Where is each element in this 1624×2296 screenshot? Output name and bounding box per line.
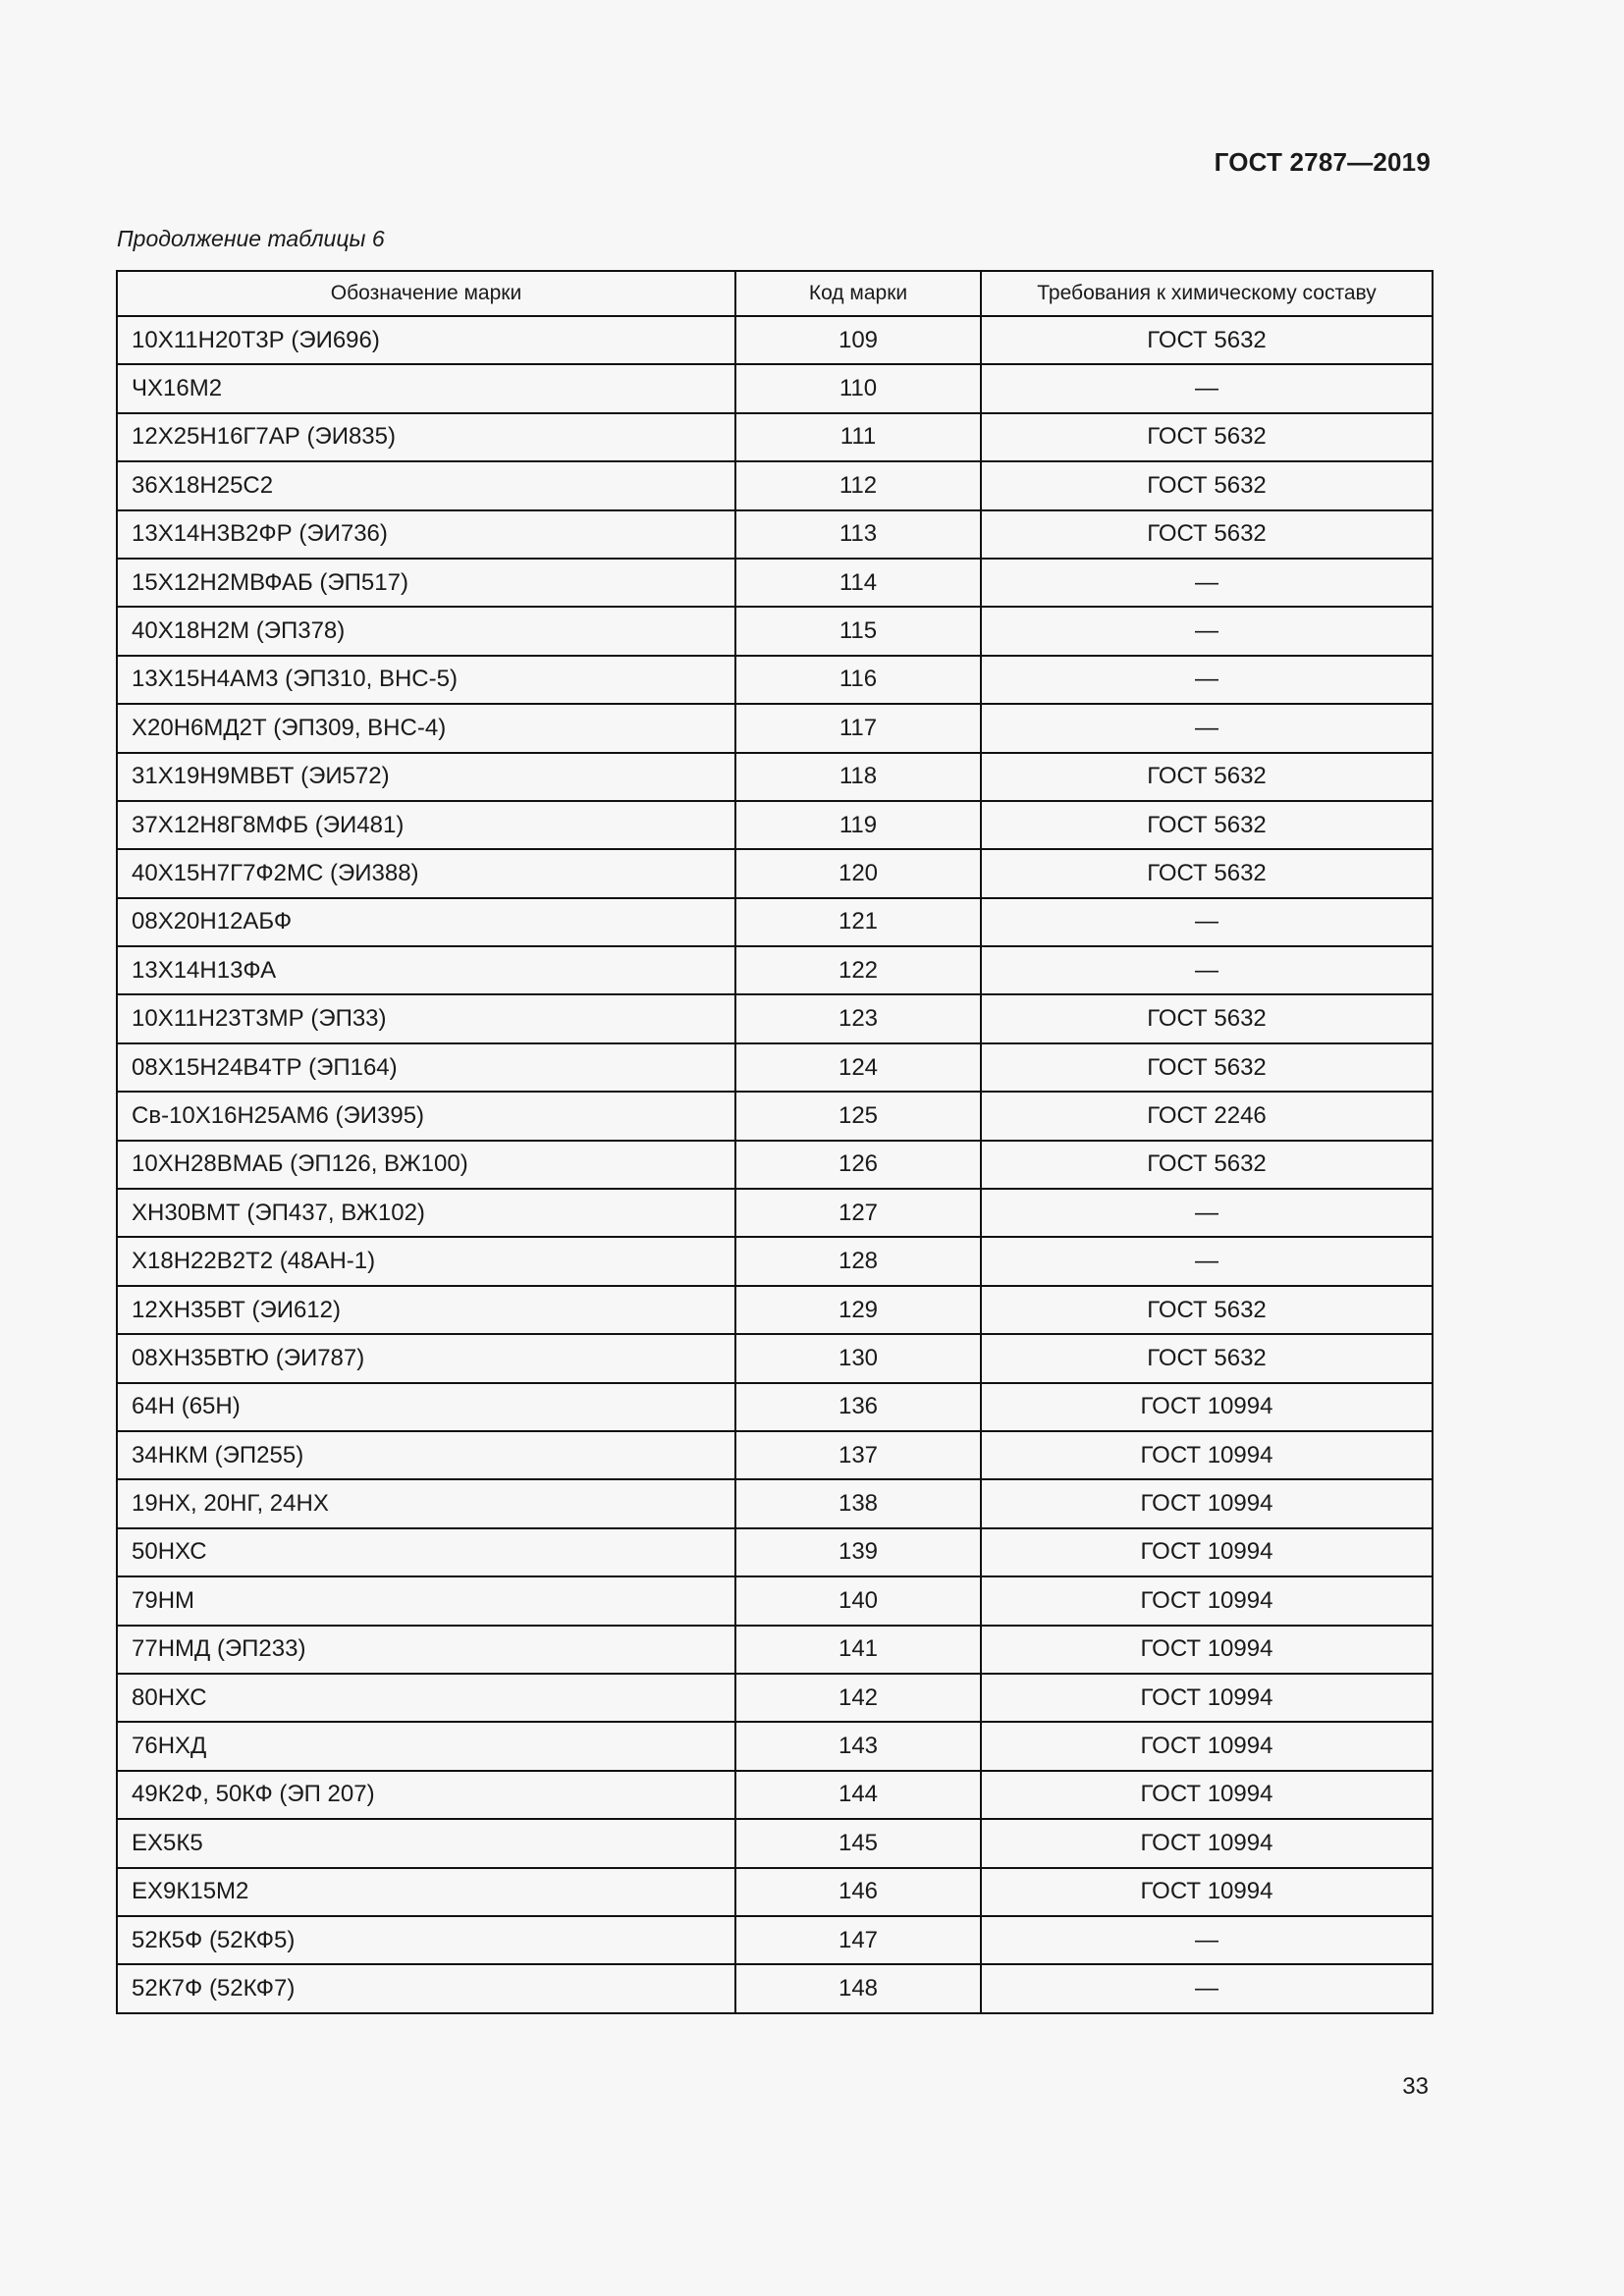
requirement-cell: ГОСТ 10994 <box>981 1626 1433 1674</box>
table-header <box>117 271 1433 316</box>
grade-cell: ЕХ9К15М2 <box>117 1868 735 1916</box>
table-row <box>117 461 1433 509</box>
table-row <box>117 1674 1433 1722</box>
grade-cell: 10ХН28ВМАБ (ЭП126, ВЖ100) <box>117 1141 735 1189</box>
grade-cell: 08Х15Н24В4ТР (ЭП164) <box>117 1043 735 1092</box>
table-row <box>117 801 1433 849</box>
code-cell: 127 <box>735 1189 981 1237</box>
requirement-cell: ГОСТ 10994 <box>981 1479 1433 1527</box>
document-code: ГОСТ 2787—2019 <box>1214 147 1431 177</box>
table-row <box>117 1237 1433 1285</box>
code-cell: 144 <box>735 1771 981 1819</box>
requirement-cell: — <box>981 607 1433 655</box>
requirement-cell: — <box>981 364 1433 412</box>
code-cell: 110 <box>735 364 981 412</box>
requirement-cell: ГОСТ 5632 <box>981 1141 1433 1189</box>
code-cell: 139 <box>735 1528 981 1576</box>
grade-cell: 10Х11Н23Т3МР (ЭП33) <box>117 994 735 1042</box>
table-container <box>116 270 1432 2014</box>
requirement-cell: ГОСТ 10994 <box>981 1722 1433 1770</box>
grade-cell: 40Х15Н7Г7Ф2МС (ЭИ388) <box>117 849 735 897</box>
requirement-cell: ГОСТ 5632 <box>981 1043 1433 1092</box>
table-row <box>117 559 1433 607</box>
table-row <box>117 898 1433 946</box>
requirement-cell: — <box>981 1189 1433 1237</box>
code-cell: 142 <box>735 1674 981 1722</box>
page-number: 33 <box>1402 2073 1429 2100</box>
code-cell: 129 <box>735 1286 981 1334</box>
grade-cell: 12Х25Н16Г7АР (ЭИ835) <box>117 413 735 461</box>
column-header-grade: Обозначение марки <box>117 271 735 316</box>
grade-cell: ХН30ВМТ (ЭП437, ВЖ102) <box>117 1189 735 1237</box>
table-row <box>117 364 1433 412</box>
table-row <box>117 510 1433 559</box>
header-row <box>117 271 1433 316</box>
code-cell: 137 <box>735 1431 981 1479</box>
grade-cell: 13Х14Н13ФА <box>117 946 735 994</box>
grade-cell: 37Х12Н8Г8МФБ (ЭИ481) <box>117 801 735 849</box>
requirement-cell: — <box>981 704 1433 752</box>
code-cell: 124 <box>735 1043 981 1092</box>
table-row <box>117 1964 1433 2012</box>
table-row <box>117 656 1433 704</box>
code-cell: 140 <box>735 1576 981 1625</box>
grade-cell: 12ХН35ВТ (ЭИ612) <box>117 1286 735 1334</box>
grade-cell: 13Х15Н4АМ3 (ЭП310, ВНС-5) <box>117 656 735 704</box>
requirement-cell: ГОСТ 10994 <box>981 1431 1433 1479</box>
code-cell: 128 <box>735 1237 981 1285</box>
grade-cell: 19НХ, 20НГ, 24НХ <box>117 1479 735 1527</box>
table-row <box>117 994 1433 1042</box>
requirement-cell: — <box>981 898 1433 946</box>
grade-cell: Х18Н22В2Т2 (48АН-1) <box>117 1237 735 1285</box>
grade-cell: 13Х14Н3В2ФР (ЭИ736) <box>117 510 735 559</box>
grade-cell: 36Х18Н25С2 <box>117 461 735 509</box>
requirement-cell: ГОСТ 10994 <box>981 1576 1433 1625</box>
code-cell: 147 <box>735 1916 981 1964</box>
table-row <box>117 1626 1433 1674</box>
grade-cell: 08ХН35ВТЮ (ЭИ787) <box>117 1334 735 1382</box>
grade-cell: 08Х20Н12АБФ <box>117 898 735 946</box>
grade-cell: 52К5Ф (52КФ5) <box>117 1916 735 1964</box>
grade-cell: 52К7Ф (52КФ7) <box>117 1964 735 2012</box>
column-header-requirements: Требования к химическому составу <box>981 271 1433 316</box>
table-row <box>117 849 1433 897</box>
grade-cell: 40Х18Н2М (ЭП378) <box>117 607 735 655</box>
code-cell: 117 <box>735 704 981 752</box>
grade-cell: 76НХД <box>117 1722 735 1770</box>
grade-cell: Х20Н6МД2Т (ЭП309, ВНС-4) <box>117 704 735 752</box>
requirement-cell: ГОСТ 5632 <box>981 1334 1433 1382</box>
grade-cell: 79НМ <box>117 1576 735 1625</box>
code-cell: 123 <box>735 994 981 1042</box>
requirement-cell: ГОСТ 5632 <box>981 316 1433 364</box>
table-body <box>117 316 1433 2013</box>
code-cell: 119 <box>735 801 981 849</box>
grade-cell: ЧХ16М2 <box>117 364 735 412</box>
code-cell: 115 <box>735 607 981 655</box>
grade-cell: 31Х19Н9МВБТ (ЭИ572) <box>117 753 735 801</box>
table-row <box>117 1722 1433 1770</box>
requirement-cell: ГОСТ 2246 <box>981 1092 1433 1140</box>
requirement-cell: ГОСТ 10994 <box>981 1528 1433 1576</box>
code-cell: 118 <box>735 753 981 801</box>
grade-cell: 64Н (65Н) <box>117 1383 735 1431</box>
grade-cell: 49К2Ф, 50КФ (ЭП 207) <box>117 1771 735 1819</box>
grade-cell: 34НКМ (ЭП255) <box>117 1431 735 1479</box>
table-row <box>117 1383 1433 1431</box>
requirement-cell: — <box>981 1237 1433 1285</box>
grade-cell: 80НХС <box>117 1674 735 1722</box>
table-row <box>117 1334 1433 1382</box>
column-header-code: Код марки <box>735 271 981 316</box>
requirement-cell: ГОСТ 10994 <box>981 1819 1433 1867</box>
requirement-cell: ГОСТ 5632 <box>981 849 1433 897</box>
code-cell: 145 <box>735 1819 981 1867</box>
grade-cell: Св-10Х16Н25АМ6 (ЭИ395) <box>117 1092 735 1140</box>
requirement-cell: ГОСТ 10994 <box>981 1383 1433 1431</box>
requirement-cell: ГОСТ 5632 <box>981 1286 1433 1334</box>
code-cell: 125 <box>735 1092 981 1140</box>
table-row <box>117 1819 1433 1867</box>
code-cell: 113 <box>735 510 981 559</box>
code-cell: 114 <box>735 559 981 607</box>
table-row <box>117 316 1433 364</box>
code-cell: 116 <box>735 656 981 704</box>
requirement-cell: ГОСТ 5632 <box>981 413 1433 461</box>
code-cell: 122 <box>735 946 981 994</box>
grade-cell: 50НХС <box>117 1528 735 1576</box>
table-row <box>117 1528 1433 1576</box>
table-row <box>117 704 1433 752</box>
grade-cell: 15Х12Н2МВФАБ (ЭП517) <box>117 559 735 607</box>
requirement-cell: ГОСТ 5632 <box>981 753 1433 801</box>
code-cell: 130 <box>735 1334 981 1382</box>
code-cell: 143 <box>735 1722 981 1770</box>
requirement-cell: — <box>981 1916 1433 1964</box>
requirement-cell: — <box>981 559 1433 607</box>
table-row <box>117 1916 1433 1964</box>
code-cell: 146 <box>735 1868 981 1916</box>
requirement-cell: ГОСТ 10994 <box>981 1868 1433 1916</box>
table-row <box>117 1479 1433 1527</box>
grade-cell: 77НМД (ЭП233) <box>117 1626 735 1674</box>
code-cell: 120 <box>735 849 981 897</box>
grades-table <box>116 270 1434 2014</box>
grade-cell: 10Х11Н20Т3Р (ЭИ696) <box>117 316 735 364</box>
table-row <box>117 1576 1433 1625</box>
table-row <box>117 1431 1433 1479</box>
code-cell: 112 <box>735 461 981 509</box>
code-cell: 111 <box>735 413 981 461</box>
requirement-cell: ГОСТ 5632 <box>981 510 1433 559</box>
requirement-cell: ГОСТ 10994 <box>981 1771 1433 1819</box>
grade-cell: ЕХ5К5 <box>117 1819 735 1867</box>
code-cell: 141 <box>735 1626 981 1674</box>
table-row <box>117 607 1433 655</box>
requirement-cell: ГОСТ 5632 <box>981 461 1433 509</box>
table-caption: Продолжение таблицы 6 <box>117 226 385 251</box>
table-row <box>117 1092 1433 1140</box>
code-cell: 138 <box>735 1479 981 1527</box>
table-row <box>117 1189 1433 1237</box>
code-cell: 121 <box>735 898 981 946</box>
table-row <box>117 753 1433 801</box>
table-row <box>117 1043 1433 1092</box>
table-row <box>117 946 1433 994</box>
requirement-cell: — <box>981 1964 1433 2012</box>
requirement-cell: ГОСТ 10994 <box>981 1674 1433 1722</box>
code-cell: 148 <box>735 1964 981 2012</box>
requirement-cell: ГОСТ 5632 <box>981 801 1433 849</box>
requirement-cell: — <box>981 946 1433 994</box>
code-cell: 109 <box>735 316 981 364</box>
code-cell: 126 <box>735 1141 981 1189</box>
table-row <box>117 1286 1433 1334</box>
code-cell: 136 <box>735 1383 981 1431</box>
table-row <box>117 413 1433 461</box>
table-row <box>117 1868 1433 1916</box>
requirement-cell: ГОСТ 5632 <box>981 994 1433 1042</box>
table-row <box>117 1141 1433 1189</box>
table-row <box>117 1771 1433 1819</box>
requirement-cell: — <box>981 656 1433 704</box>
